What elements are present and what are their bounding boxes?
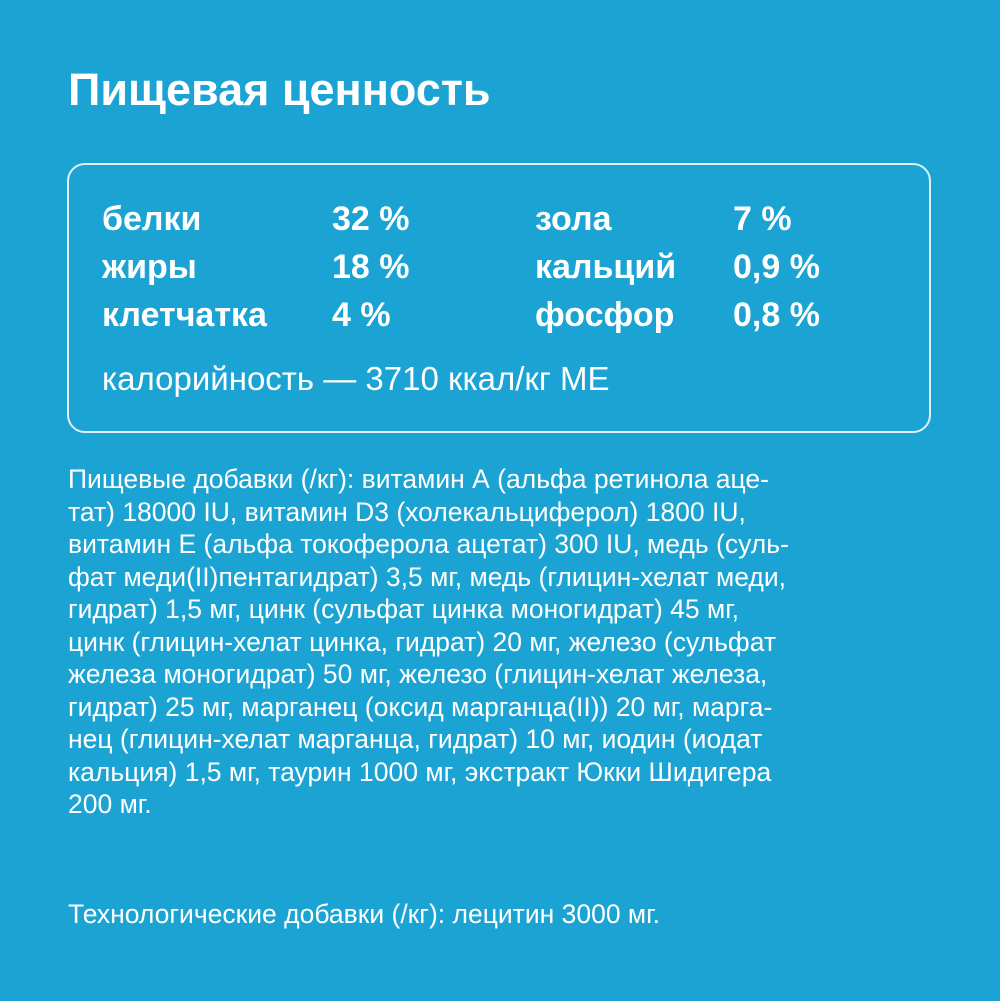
nutrition-box [67, 163, 931, 433]
nutrient-name: зола [535, 200, 612, 238]
calorie-content: калорийность — 3710 ккал/кг МЕ [102, 360, 610, 397]
additives-line: витамин Е (альфа токоферола ацетат) 300 IU, медь (суль- [68, 529, 789, 559]
nutrient-value: 7 % [733, 200, 792, 238]
nutrient-name: жиры [102, 248, 197, 286]
additives-line: железа моногидрат) 50 мг, железо (глицин-хелат железа, [68, 659, 768, 689]
nutrient-name: кальций [535, 248, 677, 286]
food-additives-paragraph [68, 463, 948, 821]
additives-line: гидрат) 1,5 мг, цинк (сульфат цинка моногидрат) 45 мг, [68, 594, 739, 624]
additives-line: 200 мг. [68, 789, 152, 819]
additives-line: нец (глицин-хелат марганца, гидрат) 10 мг, иодин (иодат [68, 724, 763, 754]
additives-line: тат) 18000 IU, витамин D3 (холекальциферол) 1800 IU, [68, 496, 746, 527]
additives-line: гидрат) 25 мг, марганец (оксид марганца(II)) 20 мг, марга- [68, 691, 773, 722]
technological-additives [68, 898, 948, 931]
nutrient-value: 18 % [332, 248, 410, 286]
nutrient-name: фосфор [535, 296, 675, 334]
additives-line: фат меди(II)пентагидрат) 3,5 мг, медь (глицин-хелат меди, [68, 561, 787, 592]
page-title: Пищевая ценность [68, 64, 491, 115]
nutrient-name: белки [102, 200, 202, 238]
technological-additives-line: Технологические добавки (/кг): лецитин 3000 мг. [68, 899, 660, 929]
nutrient-value: 32 % [332, 200, 410, 238]
additives-line: цинк (глицин-хелат цинка, гидрат) 20 мг, железо (сульфат [68, 626, 776, 657]
nutrient-name: клетчатка [102, 296, 267, 334]
additives-line: Пищевые добавки (/кг): витамин А (альфа ретинола аце- [68, 464, 769, 494]
nutrient-value: 0,9 % [733, 248, 820, 286]
nutrient-value: 4 % [332, 296, 391, 334]
additives-line: кальция) 1,5 мг, таурин 1000 мг, экстракт Юкки Шидигера [68, 756, 772, 787]
nutrient-value: 0,8 % [733, 296, 820, 334]
